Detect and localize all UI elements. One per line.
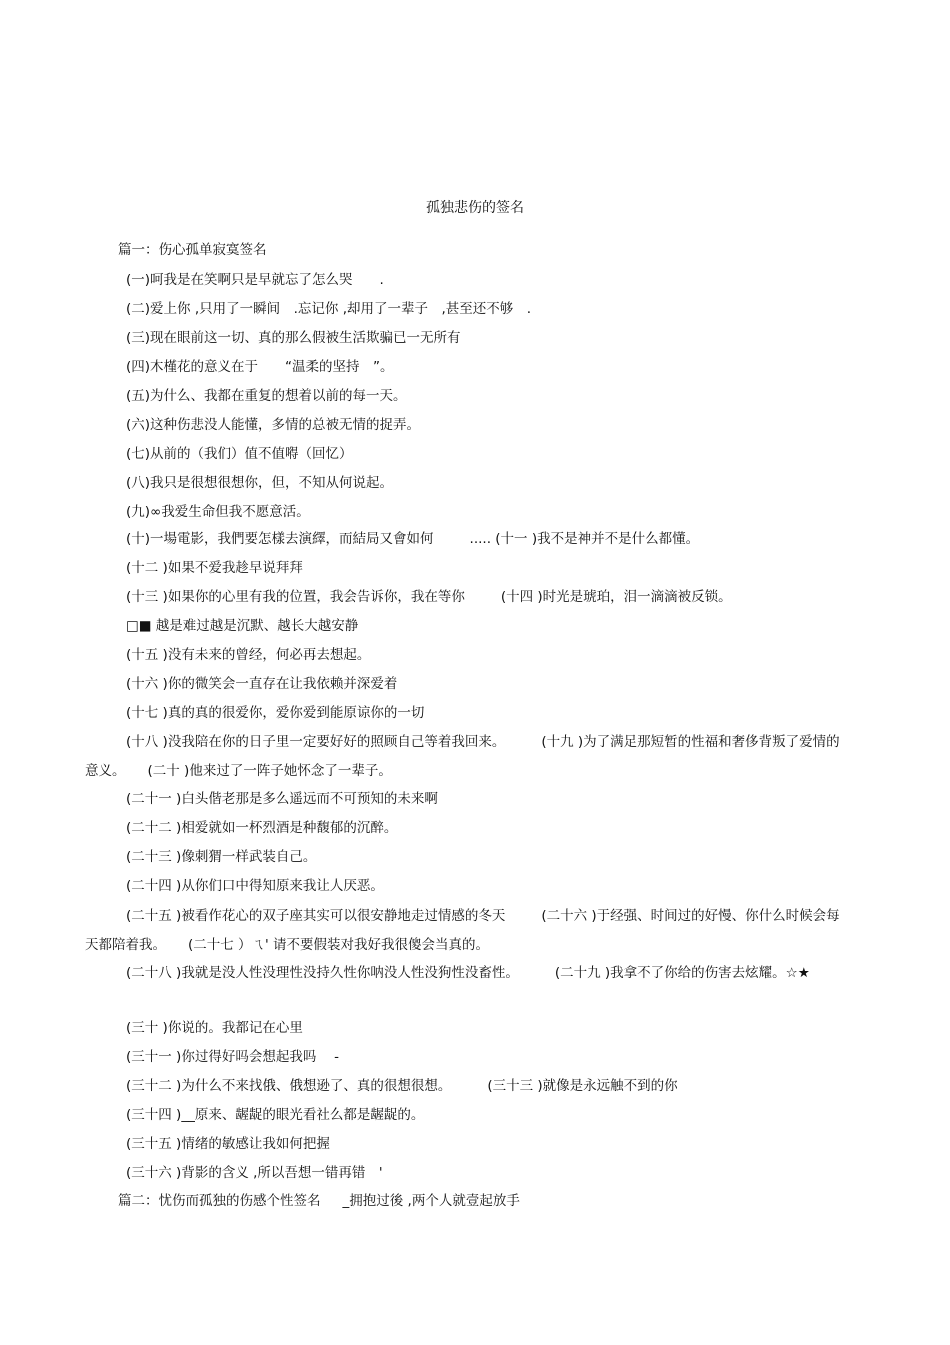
- signature-line-box: □■ 越是难过越是沉默、越长大越安静: [126, 618, 359, 634]
- signature-line-31: (三十一 )你过得好吗会想起我吗 -: [126, 1049, 339, 1065]
- signature-line-22: (二十二 )相爱就如一杯烈酒是种馥郁的沉醉。: [126, 820, 398, 836]
- signature-line-26: (二十六 )于经强、时间过的好慢、你什么时候会每天都陪着我。: [85, 908, 840, 953]
- signature-line-10: (十)一場電影，我們要怎樣去演繹，而結局又會如何: [126, 531, 434, 547]
- signature-line-21: (二十一 )白头偕老那是多么遥远而不可预知的未来啊: [126, 791, 438, 807]
- signature-line-36: (三十六 )背影的含义 ,所以吾想一错再错 ': [126, 1165, 383, 1181]
- signature-paragraph-18-20: [85, 728, 845, 786]
- signature-line-32: (三十二 )为什么不来找俄、俄想逊了、真的很想很想。: [126, 1078, 452, 1094]
- signature-line-34: (三十四 )__原来、龌龊的眼光看社么都是龌龊的。: [126, 1107, 425, 1123]
- signature-line-35: (三十五 )情绪的敏感让我如何把握: [126, 1136, 330, 1152]
- signature-line-16: (十六 )你的微笑会一直存在让我依赖并深爱着: [126, 676, 398, 692]
- signature-paragraph-25-27: [85, 902, 845, 960]
- signature-line-3: (三)现在眼前这一切、真的那么假被生活欺骗已一无所有: [126, 330, 461, 346]
- signature-line-24: (二十四 )从你们口中得知原来我让人厌恶。: [126, 878, 384, 894]
- signature-line-10-11: [126, 530, 699, 548]
- section-heading-2: 篇二：忧伤而孤独的伤感个性签名: [118, 1193, 321, 1209]
- signature-line-29: (二十九 )我拿不了你给的伤害去炫耀。☆★: [554, 965, 810, 981]
- signature-line-2: (二)爱上你 ,只用了一瞬间 .忘记你 ,却用了一辈子 ,甚至还不够 .: [126, 301, 532, 317]
- signature-line-8: (八)我只是很想很想你，但，不知从何说起。: [126, 475, 394, 491]
- signature-line-27: (二十七 ）ㄟ' 请不要假装对我好我很傻会当真的。: [188, 937, 490, 953]
- signature-line-13-14: [126, 588, 732, 606]
- signature-line-9: (九)∞我爱生命但我不愿意活。: [126, 504, 310, 520]
- section-2-first-line: _拥抱过後 ,两个人就壹起放手: [342, 1193, 520, 1209]
- signature-line-11: ..... (十一 )我不是神并不是什么都懂。: [469, 531, 700, 547]
- signature-line-14: (十四 )时光是琥珀，泪一滴滴被反锁。: [500, 589, 732, 605]
- signature-line-13: (十三 )如果你的心里有我的位置，我会告诉你，我在等你: [126, 589, 465, 605]
- signature-line-23: (二十三 )像刺猬一样武装自己。: [126, 849, 317, 865]
- signature-line-5: (五)为什么、我都在重复的想着以前的每一天。: [126, 388, 407, 404]
- document-title: 孤独悲伤的签名: [426, 200, 524, 216]
- signature-line-20: (二十 )他来过了一阵子她怀念了一辈子。: [147, 763, 392, 779]
- signature-line-30: (三十 )你说的。我都记在心里: [126, 1020, 303, 1036]
- signature-line-6: (六)这种伤悲没人能懂，多情的总被无情的捉弄。: [126, 417, 421, 433]
- signature-line-28: (二十八 )我就是没人性没理性没持久性你呐没人性没狗性没畜性。: [126, 965, 519, 981]
- signature-line-19: (十九 )为了满足那短暂的性福和奢侈背叛了爱情的意义。: [85, 734, 840, 779]
- signature-line-12: (十二 )如果不爱我趁早说拜拜: [126, 560, 303, 576]
- signature-paragraph-28-29: [85, 959, 845, 988]
- signature-line-32-33: [126, 1077, 678, 1095]
- section-heading-2-line: [118, 1192, 520, 1210]
- signature-line-18: (十八 )没我陪在你的日子里一定要好好的照顾自己等着我回来。: [126, 734, 506, 750]
- signature-line-4: (四)木槿花的意义在于 “温柔的坚持 ”。: [126, 359, 394, 375]
- section-heading-1: 篇一：伤心孤单寂寞签名: [118, 242, 267, 258]
- signature-line-33: (三十三 )就像是永远触不到的你: [487, 1078, 678, 1094]
- signature-line-17: (十七 )真的真的很爱你，爱你爱到能原谅你的一切: [126, 705, 425, 721]
- signature-line-1: (一)呵我是在笑啊只是早就忘了怎么哭 .: [126, 272, 384, 288]
- signature-line-15: (十五 )没有未来的曾经，何必再去想起。: [126, 647, 371, 663]
- signature-line-7: (七)从前的（我们）值不值嘚（回忆）: [126, 446, 353, 462]
- signature-line-25: (二十五 )被看作花心的双子座其实可以很安静地走过情感的冬天: [126, 908, 506, 924]
